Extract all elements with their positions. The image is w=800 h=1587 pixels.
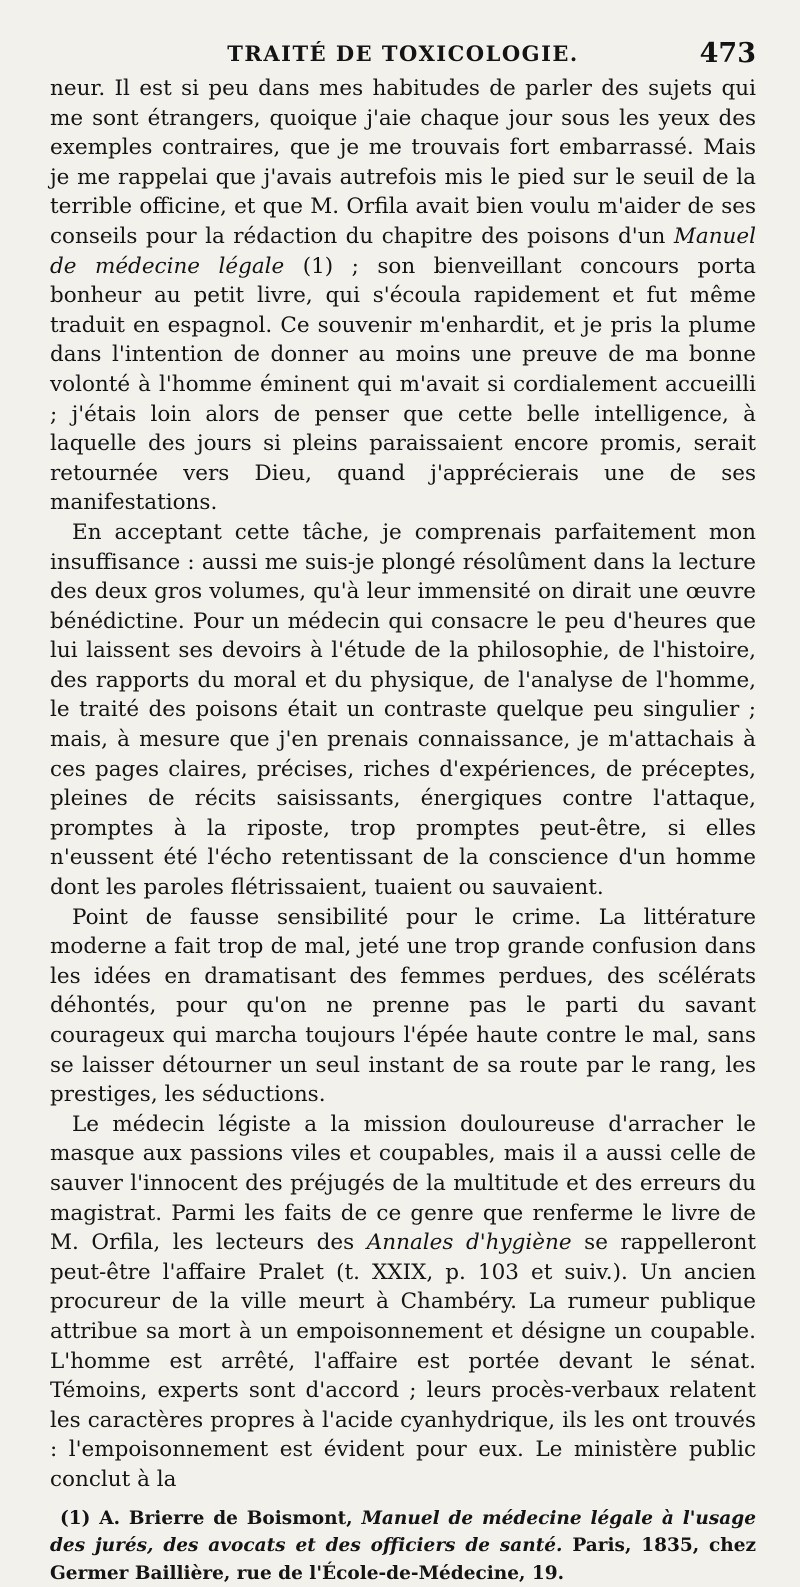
paragraph-3 [50,903,756,1110]
text-run: Paris, 1835, chez Germer Baillière, rue de l'École-de-Médecine, 19. [50,1535,756,1584]
text-run: En acceptant cette tâche, je comprenais parfaitement mon insuffisance : aussi me suis-je plongé résolûment dans la lecture des deux gros volumes, qu'à leur immensité on dirait une œuvre bénédictine. Pour un médecin qui consacre le peu d'heures que lui laissent ses devoirs à l'étude de la philosophie, de l'histoire, des rapports du moral et du physique, de l'analyse de l'homme, le traité des poisons était un contraste quelque peu singulier ; mais, à mesure que j'en prenais connaissance, je m'attachais à ces pages claires, précises, riches d'expériences, de préceptes, pleines de récits saisissants, énergiques contre l'attaque, promptes à la riposte, trop promptes peut-être, si elles n'eussent été l'écho retentissant de la conscience d'un homme dont les paroles flétrissaient, tuaient ou sauvaient. [50,520,756,900]
running-head [50,36,756,72]
footnotes [50,1505,756,1587]
paragraph-1 [50,74,756,518]
text-run: (1) ; son bienveillant concours porta bonheur au petit livre, qui s'écoula rapidement et fut même traduit en espagnol. Ce souvenir m'enhardit, et je pris la plume dans l'intention de donner au moins une preuve de ma bonne volonté à l'homme éminent qui m'avait si cordialement accueilli ; j'étais loin alors de penser que cette belle intelligence, à laquelle des jours si pleins paraissaient encore promis, serait retournée vers Dieu, quand j'apprécierais une de ses manifestations. [50,254,756,516]
text-run: neur. Il est si peu dans mes habitudes de parler des sujets qui me sont étrangers, quoique j'aie chaque jour sous les yeux des exemples contraires, que je me trouvais fort embarrassé. Mais je me rappelai que j'avais autrefois mis le pied sur le seuil de la terrible officine, et que M. Orfila avait bien voulu m'aider de ses conseils pour la rédaction du chapitre des poisons d'un [50,76,756,249]
text-run: (1) A. Brierre de Boismont, [60,1508,361,1529]
italic-text: Annales d'hygiène [367,1230,572,1255]
text-run: Le médecin légiste a la mission douloureuse d'arracher le masque aux passions viles et coupables, mais il a aussi celle de sauver l'innocent des préjugés de la multitude et des erreurs du magistrat. Parmi les faits de ce genre que renferme le livre de M. Orfila, les lecteurs des [50,1112,756,1255]
italic-text: Manuel de médecine légale à l'usage des jurés, des avocats et des officiers de santé. [50,1508,756,1557]
running-head-title: TRAITÉ DE TOXICOLOGIE. [227,41,578,66]
text-run: se rappelleront peut-être l'affaire Pralet (t. XXIX, p. 103 et suiv.). Un ancien procureur de la ville meurt à Chambéry. La rumeur publique attribue sa mort à un empoisonnement et désigne un coupable. L'homme est arrêté, l'affaire est portée devant le sénat. Témoins, experts sont d'accord ; leurs procès-verbaux relatent les caractères propres à l'acide cyanhydrique, ils les ont trouvés : l'empoisonnement est évident pour eux. Le ministère public conclut à la [50,1230,756,1492]
footnote-1 [50,1505,756,1587]
paragraph-2 [50,518,756,903]
page-number: 473 [700,36,756,72]
text-run: Point de fausse sensibilité pour le crime. La littérature moderne a fait trop de mal, jeté une trop grande confusion dans les idées en dramatisant des femmes perdues, des scélérats déhontés, pour qu'on ne prenne pas le parti du savant courageux qui marcha toujours l'épée haute contre le mal, sans se laisser détourner un seul instant de sa route par le rang, les prestiges, les séductions. [50,905,756,1108]
paragraph-4 [50,1110,756,1495]
italic-text: Manuel de médecine légale [50,224,756,279]
body-text [50,74,756,1495]
